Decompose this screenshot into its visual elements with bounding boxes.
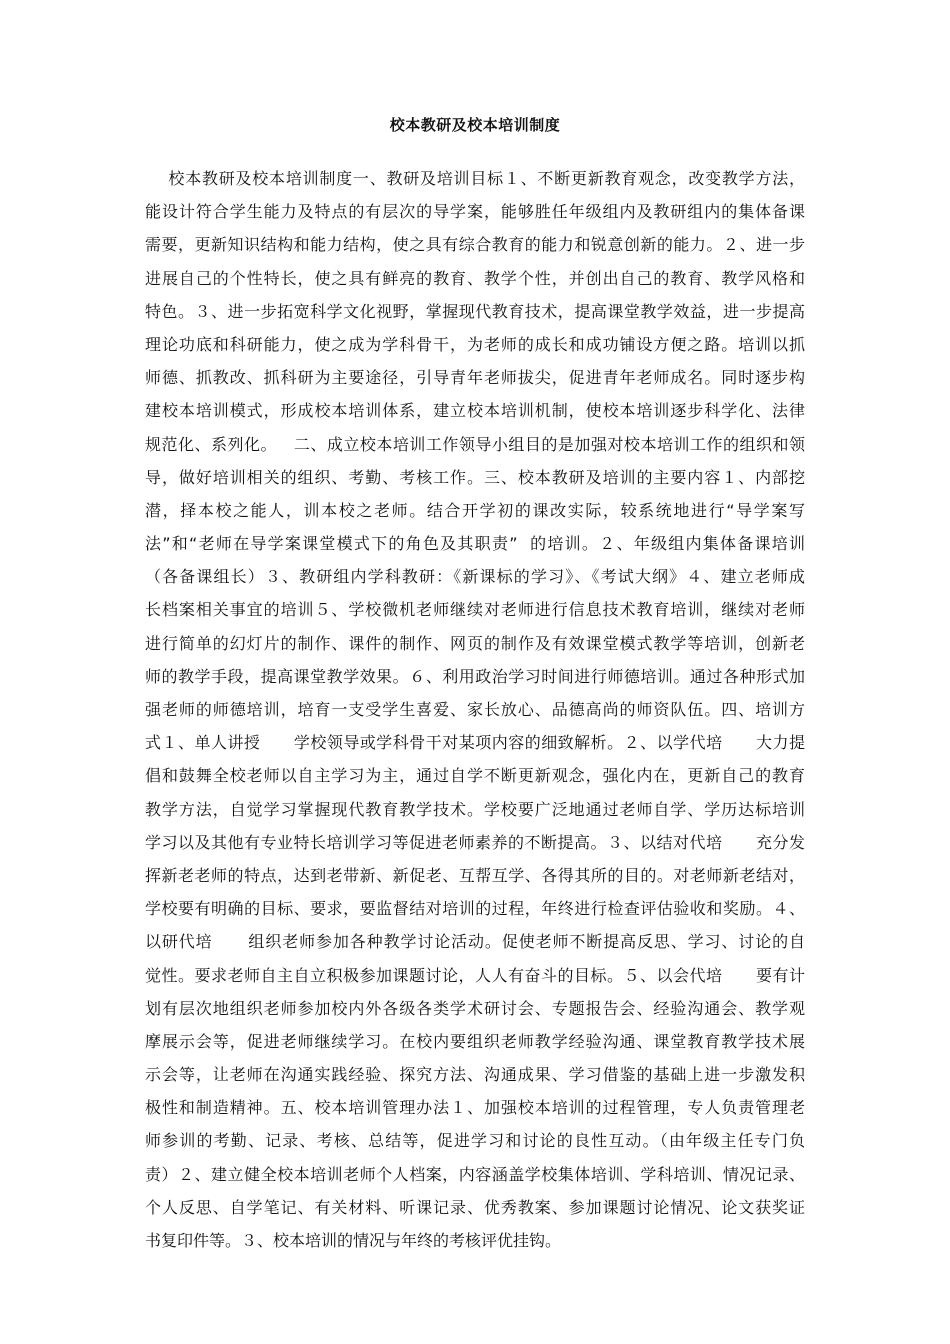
body-line: 法”和“老师在导学案课堂模式下的角色及其职责” 的培训。２、年级组内集体备课培训 [145,534,805,554]
body-line: 式１、单人讲授 学校领导或学科骨干对某项内容的细致解析。２、以学代培 大力提 [145,733,805,753]
body-line: 极性和制造精神。五、校本培训管理办法１、加强校本培训的过程管理，专人负责管理老 [145,1098,805,1118]
body-line: 能设计符合学生能力及特点的有层次的导学案，能够胜任年级组内及教研组内的集体备课 [145,202,805,222]
body-line: 学校要有明确的目标、要求，要监督结对培训的过程，年终进行检查评估验收和奖励。４、 [145,899,805,919]
body-line: 需要，更新知识结构和能力结构，使之具有综合教育的能力和锐意创新的能力。２、进一步 [145,235,805,255]
body-line: （各备课组长）３、教研组内学科教研：《新课标的学习》、《考试大纲》４、建立老师成 [145,567,805,587]
body-line: 责）２、建立健全校本培训老师个人档案，内容涵盖学校集体培训、学科培训、情况记录、 [145,1164,805,1184]
body-line: 导，做好培训相关的组织、考勤、考核工作。三、校本教研及培训的主要内容１、内部挖 [145,467,805,487]
document-body [145,162,805,1257]
body-line: 以研代培 组织老师参加各种教学讨论活动。促使老师不断提高反思、学习、讨论的自 [145,932,805,952]
body-line: 规范化、系列化。 二、成立校本培训工作领导小组目的是加强对校本培训工作的组织和领 [145,434,805,454]
body-line: 师德、抓教改、抓科研为主要途径，引导青年老师拔尖，促进青年老师成名。同时逐步构 [145,368,805,388]
body-line: 教学方法，自觉学习掌握现代教育教学技术。学校要广泛地通过老师自学、学历达标培训 [145,799,805,819]
body-line: 学习以及其他有专业特长培训学习等促进老师素养的不断提高。３、以结对代培 充分发 [145,832,805,852]
body-line: 进展自己的个性特长，使之具有鲜亮的教育、教学个性，并创出自己的教育、教学风格和 [145,268,805,288]
body-line: 师参训的考勤、记录、考核、总结等，促进学习和讨论的良性互动。（由年级主任专门负 [145,1131,805,1151]
body-line: 个人反思、自学笔记、有关材料、听课记录、优秀教案、参加课题讨论情况、论文获奖证 [145,1197,805,1217]
body-line: 挥新老老师的特点，达到老带新、新促老、互帮互学、各得其所的目的。对老师新老结对， [145,865,805,885]
body-line: 示会等，让老师在沟通实践经验、探究方法、沟通成果、学习借鉴的基础上进一步激发积 [145,1065,805,1085]
body-line: 建校本培训模式，形成校本培训体系，建立校本培训机制，使校本培训逐步科学化、法律 [145,401,805,421]
body-line: 觉性。要求老师自主自立积极参加课题讨论，人人有奋斗的目标。５、以会代培 要有计 [145,965,805,985]
body-line: 长档案相关事宜的培训５、学校微机老师继续对老师进行信息技术教育培训，继续对老师 [145,600,805,620]
body-line: 师的教学手段，提高课堂教学效果。６、利用政治学习时间进行师德培训。通过各种形式加 [145,666,805,686]
document-title: 校本教研及校本培训制度 [389,116,561,134]
body-line: 特色。３、进一步拓宽科学文化视野，掌握现代教育技术，提高课堂教学效益，进一步提高 [145,301,805,321]
body-line: 潜，择本校之能人，训本校之老师。结合开学初的课改实际，较系统地进行“导学案写 [145,500,805,520]
body-line: 进行简单的幻灯片的制作、课件的制作、网页的制作及有效课堂模式教学等培训，创新老 [145,633,805,653]
body-line: 强老师的师德培训，培育一支受学生喜爱、家长放心、品德高尚的师资队伍。四、培训方 [145,700,805,719]
body-line: 理论功底和科研能力，使之成为学科骨干，为老师的成长和成功铺设方便之路。培训以抓 [145,334,805,354]
body-line: 倡和鼓舞全校老师以自主学习为主，通过自学不断更新观念，强化内在，更新自己的教育 [145,766,805,786]
body-line: 摩展示会等，促进老师继续学习。在校内要组织老师教学经验沟通、课堂教育教学技术展 [145,1031,805,1051]
body-line: 校本教研及校本培训制度一、教研及培训目标１、不断更新教育观念，改变教学方法， [145,169,805,188]
body-line: 划有层次地组织老师参加校内外各级各类学术研讨会、专题报告会、经验沟通会、教学观 [145,998,805,1018]
body-line: 书复印件等。３、校本培训的情况与年终的考核评优挂钩。 [145,1231,562,1250]
